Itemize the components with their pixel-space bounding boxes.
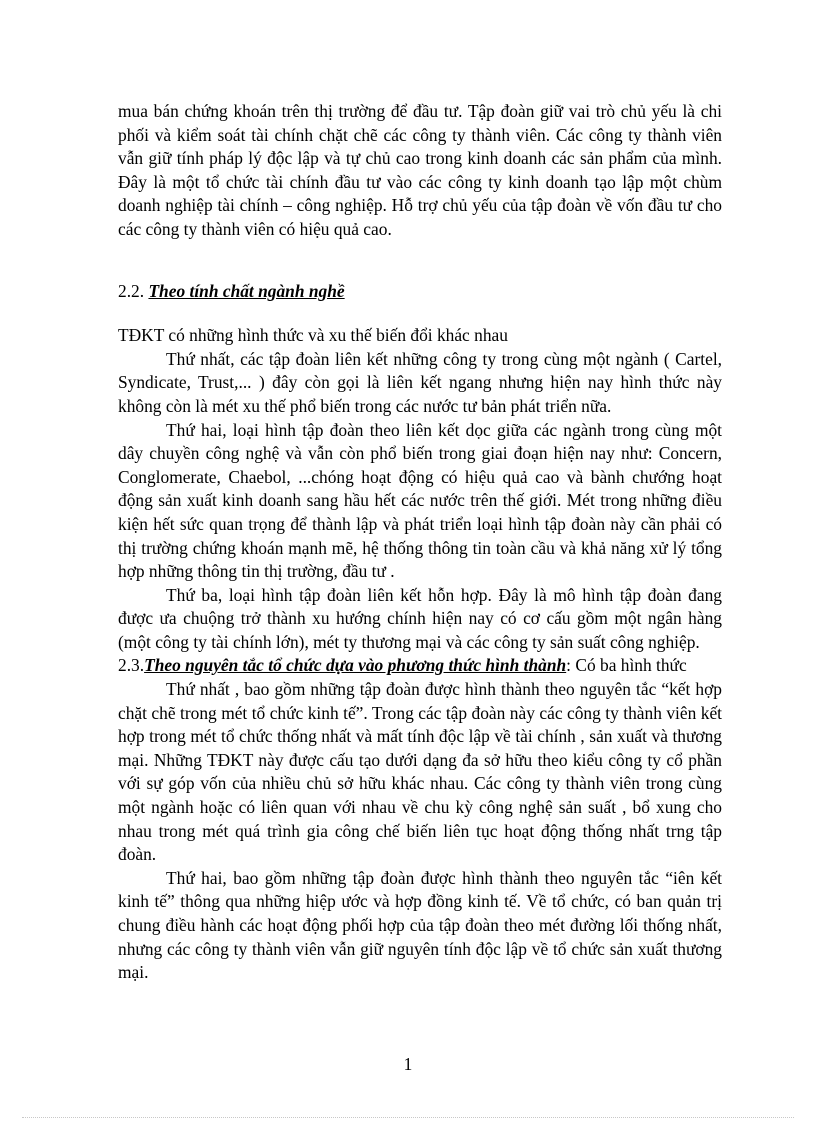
section-lead: TĐKT có những hình thức và xu thế biến đổi khác nhau xyxy=(118,325,508,346)
footer-divider xyxy=(22,1117,794,1118)
section-title: Theo tính chất ngành nghề xyxy=(148,280,345,301)
paragraph: Thứ hai, loại hình tập đoàn theo liên kết dọc giữa các ngành trong cùng một dây chuyền công nghệ và vẫn còn phổ biến trong giai đoạn hiện nay như: Concern, Conglomerate, Chaebol, ...chóng hoạt động có hiệu quả cao và bành chướng hoạt động sản xuất kinh doanh sang hầu hết các nước trên thế giới. Mét trong những điều kiện hết sức quan trọng để thành lập và phát triển loại hình tập đoàn này cần phải có thị trường chứng khoán mạnh mẽ, hệ thống thông tin toàn cầu và khả năng xử lý tổng hợp những thông tin thị trường, đầu tư . xyxy=(118,419,722,582)
paragraph: Thứ nhất, các tập đoàn liên kết những công ty trong cùng một ngành ( Cartel, Syndicate, Trust,... ) đây còn gọi là liên kết ngang nhưng hiện nay hình thức này không còn là mét xu thế phổ biến trong các nước tư bản phát triển nữa. xyxy=(118,348,722,416)
intro-paragraph: mua bán chứng khoán trên thị trường để đầu tư. Tập đoàn giữ vai trò chủ yếu là chi phối và kiểm soát tài chính chặt chẽ các công ty thành viên. Các công ty thành viên vẫn giữ tính pháp lý độc lập và tự chủ cao trong kinh doanh các sản phẩm của mình. Đây là một tổ chức tài chính đầu tư vào các công ty kinh doanh tạo lập một chùm doanh nghiệp tài chính – công nghiệp. Hỗ trợ chủ yếu của tập đoàn về vốn đầu tư cho các công ty thành viên có hiệu quả cao. xyxy=(118,101,722,239)
section-tail: : Có ba hình thức xyxy=(566,655,687,676)
paragraph: Thứ nhất , bao gồm những tập đoàn được hình thành theo nguyên tắc “kết hợp chặt chẽ trong mét tổ chức kinh tế”. Trong các tập đoàn này các công ty thành viên kết hợp trong mét tổ chức thống nhất và mất tính độc lập về tài chính , sản xuất và thương mại. Những TĐKT này được cấu tạo dưới dạng đa sở hữu theo kiểu công ty cổ phần với sự góp vốn của nhiều chủ sở hữu khác nhau. Các công ty thành viên trong cùng một ngành hoặc có liên quan với nhau về chu kỳ công nghệ sản suất , bổ xung cho nhau trong mét quá trình gia công chế biến liên tục hoạt động thống nhất trng tập đoàn. xyxy=(118,679,722,865)
section-number: 2.2. xyxy=(118,280,149,301)
section-number: 2.3. xyxy=(118,655,145,676)
paragraph: Thứ ba, loại hình tập đoàn liên kết hỗn hợp. Đây là mô hình tập đoàn đang được ưa chuộng trở thành xu hướng chính hiện nay có cơ cấu gồm một ngân hàng (một công ty tài chính lớn), mét ty thương mại và các công ty sản suất công nghiệp. xyxy=(118,584,722,652)
spacer xyxy=(118,242,722,280)
page-number: 1 xyxy=(403,1054,413,1074)
document-page xyxy=(118,100,722,985)
section-heading-2-3 xyxy=(118,654,722,678)
paragraph: Thứ hai, bao gồm những tập đoàn được hình thành theo nguyên tắc “iên kết kinh tế” thông qua những hiệp ước và hợp đồng kinh tế. Về tổ chức, có ban quản trị chung điều hành các hoạt động phối hợp của tập đoàn theo mét đường lối thống nhất, nhưng các công ty thành viên vẫn giữ nguyên tính độc lập về tổ chức sản xuất thương mại. xyxy=(118,867,722,983)
section-title: Theo nguyên tắc tổ chức dựa vào phương thức hình thành xyxy=(144,655,567,676)
spacer xyxy=(118,303,722,324)
section-heading-2-2 xyxy=(118,280,722,304)
